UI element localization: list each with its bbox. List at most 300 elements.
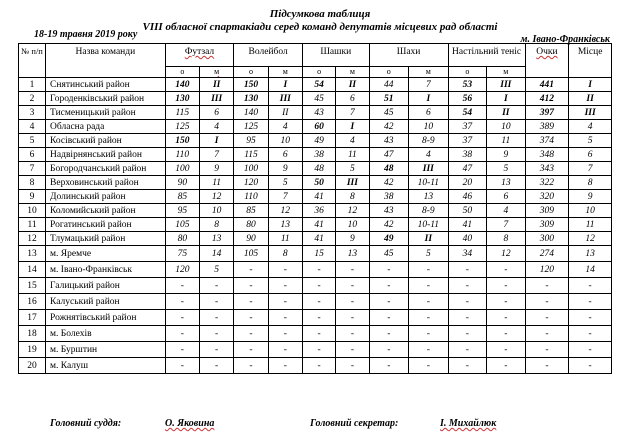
chess-place: - xyxy=(409,262,449,278)
futsal-place: І xyxy=(199,134,233,148)
futsal-place: - xyxy=(199,278,233,294)
team-name: Тлумацький район xyxy=(46,232,166,246)
page-title: Підсумкова таблиця xyxy=(269,8,371,20)
table-row xyxy=(19,358,612,374)
total-points: 320 xyxy=(525,190,569,204)
volleyball-place: ІІ xyxy=(268,106,302,120)
volleyball-points: 130 xyxy=(234,92,268,106)
chess-place: - xyxy=(409,358,449,374)
futsal-place: 12 xyxy=(199,190,233,204)
table-row xyxy=(19,218,612,232)
checkers-points: - xyxy=(302,278,335,294)
chess-place: 5 xyxy=(409,246,449,262)
final-place: 7 xyxy=(569,162,612,176)
judge-name-text: О. Яковина xyxy=(165,418,215,429)
futsal-place: - xyxy=(199,342,233,358)
chess-points: - xyxy=(369,262,409,278)
chess-points: - xyxy=(369,326,409,342)
table-row xyxy=(19,278,612,294)
total-points: 322 xyxy=(525,176,569,190)
futsal-sub-o: о xyxy=(165,67,199,78)
col-futsal-header xyxy=(165,44,234,67)
row-number: 12 xyxy=(19,232,46,246)
volleyball-place: 12 xyxy=(268,204,302,218)
futsal-points: - xyxy=(165,294,199,310)
futsal-place: 9 xyxy=(199,162,233,176)
final-place: 6 xyxy=(569,148,612,162)
tennis-place: 11 xyxy=(487,134,525,148)
chess-points: 38 xyxy=(369,190,409,204)
event-date: 18-19 травня 2019 року xyxy=(34,29,138,40)
futsal-points: 90 xyxy=(165,176,199,190)
chess-points: 42 xyxy=(369,120,409,134)
col-tennis-header: Настільний теніс xyxy=(448,44,525,67)
row-number: 2 xyxy=(19,92,46,106)
volleyball-points: - xyxy=(234,310,268,326)
tennis-place: - xyxy=(487,294,525,310)
volleyball-place: 5 xyxy=(268,176,302,190)
volleyball-points: 150 xyxy=(234,78,268,92)
chess-place: 8-9 xyxy=(409,204,449,218)
row-number: 3 xyxy=(19,106,46,120)
row-number: 1 xyxy=(19,78,46,92)
chess-place: 13 xyxy=(409,190,449,204)
checkers-place: - xyxy=(336,294,369,310)
team-name: м. Яремче xyxy=(46,246,166,262)
futsal-place: 5 xyxy=(199,262,233,278)
volleyball-points: - xyxy=(234,278,268,294)
tennis-points: 56 xyxy=(448,92,486,106)
secretary-name xyxy=(440,418,496,429)
futsal-points: 75 xyxy=(165,246,199,262)
tennis-points: 41 xyxy=(448,218,486,232)
results-body xyxy=(19,78,612,374)
total-points: 412 xyxy=(525,92,569,106)
total-points: - xyxy=(525,310,569,326)
chess-place: 6 xyxy=(409,106,449,120)
col-futsal-label: Футзал xyxy=(184,47,215,57)
futsal-points: 140 xyxy=(165,78,199,92)
team-name: Надвірнянський район xyxy=(46,148,166,162)
final-place: ІІ xyxy=(569,92,612,106)
final-place: 9 xyxy=(569,190,612,204)
tennis-place: 6 xyxy=(487,190,525,204)
chess-place: 10-11 xyxy=(409,218,449,232)
futsal-place: - xyxy=(199,358,233,374)
tennis-place: 7 xyxy=(487,218,525,232)
event-city: м. Івано-Франківськ xyxy=(520,34,610,45)
tennis-place: 12 xyxy=(487,246,525,262)
total-points: 309 xyxy=(525,204,569,218)
secretary-name-text: І. Михайлюк xyxy=(440,418,497,429)
row-number: 11 xyxy=(19,218,46,232)
table-row xyxy=(19,148,612,162)
volleyball-points: - xyxy=(234,342,268,358)
row-number: 7 xyxy=(19,162,46,176)
chess-place: 7 xyxy=(409,78,449,92)
final-place: 11 xyxy=(569,218,612,232)
total-points: 274 xyxy=(525,246,569,262)
checkers-place: 5 xyxy=(336,162,369,176)
tennis-place: 4 xyxy=(487,204,525,218)
futsal-points: 125 xyxy=(165,120,199,134)
tennis-points: - xyxy=(448,310,486,326)
checkers-place: 12 xyxy=(336,204,369,218)
futsal-place: - xyxy=(199,294,233,310)
team-name: м. Болехів xyxy=(46,326,166,342)
row-number: 6 xyxy=(19,148,46,162)
row-number: 17 xyxy=(19,310,46,326)
judge-name xyxy=(165,418,214,429)
team-name: Калуський район xyxy=(46,294,166,310)
checkers-place: 13 xyxy=(336,246,369,262)
volleyball-place: 8 xyxy=(268,246,302,262)
futsal-place: 8 xyxy=(199,218,233,232)
team-name: Снятинський район xyxy=(46,78,166,92)
checkers-points: 48 xyxy=(302,162,335,176)
chess-sub-o: о xyxy=(369,67,409,78)
chess-sub-m: м xyxy=(409,67,449,78)
checkers-place: - xyxy=(336,342,369,358)
checkers-place: 11 xyxy=(336,148,369,162)
futsal-points: 120 xyxy=(165,262,199,278)
tennis-points: 38 xyxy=(448,148,486,162)
table-row xyxy=(19,232,612,246)
col-volleyball-header: Волейбол xyxy=(234,44,303,67)
table-row xyxy=(19,326,612,342)
tennis-points: - xyxy=(448,326,486,342)
tennis-place: - xyxy=(487,358,525,374)
volleyball-place: ІІІ xyxy=(268,92,302,106)
col-points-label: Очки xyxy=(536,47,558,57)
col-team-header: Назва команди xyxy=(46,44,166,78)
tennis-points: 46 xyxy=(448,190,486,204)
results-table xyxy=(18,43,612,374)
chess-points: - xyxy=(369,310,409,326)
tennis-points: 50 xyxy=(448,204,486,218)
team-name: Тисменицький район xyxy=(46,106,166,120)
checkers-place: ІІІ xyxy=(336,176,369,190)
futsal-points: - xyxy=(165,358,199,374)
volleyball-sub-o: о xyxy=(234,67,268,78)
team-name: Косівський район xyxy=(46,134,166,148)
final-place: 8 xyxy=(569,176,612,190)
volleyball-points: 120 xyxy=(234,176,268,190)
final-place: 4 xyxy=(569,120,612,134)
futsal-points: 110 xyxy=(165,148,199,162)
futsal-points: 115 xyxy=(165,106,199,120)
volleyball-place: - xyxy=(268,310,302,326)
futsal-points: 80 xyxy=(165,232,199,246)
futsal-points: - xyxy=(165,342,199,358)
final-place: ІІІ xyxy=(569,106,612,120)
chess-points: 45 xyxy=(369,246,409,262)
volleyball-points: 80 xyxy=(234,218,268,232)
futsal-place: 4 xyxy=(199,120,233,134)
total-points: - xyxy=(525,358,569,374)
secretary-label: Головний секретар: xyxy=(310,418,399,429)
final-place: 5 xyxy=(569,134,612,148)
col-chess-header: Шахи xyxy=(369,44,448,67)
checkers-sub-m: м xyxy=(336,67,369,78)
volleyball-sub-m: м xyxy=(268,67,302,78)
futsal-place: 10 xyxy=(199,204,233,218)
futsal-place: 13 xyxy=(199,232,233,246)
table-row xyxy=(19,262,612,278)
tennis-place: - xyxy=(487,262,525,278)
total-points: - xyxy=(525,294,569,310)
col-place-header: Місце xyxy=(569,44,612,78)
final-place: - xyxy=(569,310,612,326)
team-name: Галицький район xyxy=(46,278,166,294)
checkers-points: 43 xyxy=(302,106,335,120)
chess-points: 42 xyxy=(369,218,409,232)
futsal-sub-m xyxy=(199,67,233,78)
final-place: - xyxy=(569,342,612,358)
futsal-points: 150 xyxy=(165,134,199,148)
chess-place: 8-9 xyxy=(409,134,449,148)
checkers-points: 36 xyxy=(302,204,335,218)
tennis-place: - xyxy=(487,310,525,326)
volleyball-place: - xyxy=(268,262,302,278)
chess-points: 43 xyxy=(369,204,409,218)
team-name: Богородчанський район xyxy=(46,162,166,176)
team-name: Рогатинський район xyxy=(46,218,166,232)
team-name: Городенківський район xyxy=(46,92,166,106)
futsal-points: 85 xyxy=(165,190,199,204)
volleyball-points: - xyxy=(234,358,268,374)
volleyball-place: 9 xyxy=(268,162,302,176)
total-points: 120 xyxy=(525,262,569,278)
team-name: Рожнятівський район xyxy=(46,310,166,326)
col-points-header xyxy=(525,44,569,78)
col-num-header: № п/п xyxy=(19,44,46,78)
row-number: 13 xyxy=(19,246,46,262)
futsal-sub-m-label: м xyxy=(214,67,220,76)
checkers-place: - xyxy=(336,326,369,342)
judge-label: Головний суддя: xyxy=(50,418,122,429)
table-row xyxy=(19,78,612,92)
tennis-points: - xyxy=(448,262,486,278)
row-number: 14 xyxy=(19,262,46,278)
checkers-place: - xyxy=(336,358,369,374)
row-number: 18 xyxy=(19,326,46,342)
futsal-points: 130 xyxy=(165,92,199,106)
futsal-points: 100 xyxy=(165,162,199,176)
volleyball-points: - xyxy=(234,262,268,278)
final-place: - xyxy=(569,294,612,310)
volleyball-points: - xyxy=(234,326,268,342)
checkers-sub-o: о xyxy=(302,67,335,78)
tennis-points: 53 xyxy=(448,78,486,92)
futsal-place: 6 xyxy=(199,106,233,120)
checkers-place: - xyxy=(336,262,369,278)
volleyball-points: 95 xyxy=(234,134,268,148)
checkers-points: - xyxy=(302,326,335,342)
chess-points: 48 xyxy=(369,162,409,176)
checkers-place: ІІ xyxy=(336,78,369,92)
checkers-points: 38 xyxy=(302,148,335,162)
tennis-points: 47 xyxy=(448,162,486,176)
chess-points: 49 xyxy=(369,232,409,246)
chess-points: 42 xyxy=(369,176,409,190)
team-name: м. Бурштин xyxy=(46,342,166,358)
total-points: 441 xyxy=(525,78,569,92)
checkers-points: - xyxy=(302,358,335,374)
checkers-points: 41 xyxy=(302,218,335,232)
futsal-points: 95 xyxy=(165,204,199,218)
total-points: 343 xyxy=(525,162,569,176)
volleyball-points: 110 xyxy=(234,190,268,204)
volleyball-points: 100 xyxy=(234,162,268,176)
volleyball-points: 90 xyxy=(234,232,268,246)
row-number: 9 xyxy=(19,190,46,204)
team-name: Долинський район xyxy=(46,190,166,204)
tennis-points: - xyxy=(448,342,486,358)
chess-points: 45 xyxy=(369,106,409,120)
volleyball-place: 7 xyxy=(268,190,302,204)
checkers-points: 41 xyxy=(302,232,335,246)
volleyball-points: 115 xyxy=(234,148,268,162)
final-place: 14 xyxy=(569,262,612,278)
chess-place: - xyxy=(409,278,449,294)
chess-points: - xyxy=(369,342,409,358)
team-name: м. Івано-Франківськ xyxy=(46,262,166,278)
total-points: - xyxy=(525,326,569,342)
chess-place: - xyxy=(409,310,449,326)
tennis-points: - xyxy=(448,358,486,374)
chess-points: 51 xyxy=(369,92,409,106)
checkers-points: 41 xyxy=(302,190,335,204)
table-row xyxy=(19,204,612,218)
final-place: 10 xyxy=(569,204,612,218)
team-name: м. Калуш xyxy=(46,358,166,374)
checkers-points: 45 xyxy=(302,92,335,106)
total-points: - xyxy=(525,342,569,358)
futsal-place: - xyxy=(199,326,233,342)
checkers-points: - xyxy=(302,294,335,310)
chess-place: І xyxy=(409,92,449,106)
volleyball-points: 85 xyxy=(234,204,268,218)
table-row xyxy=(19,120,612,134)
chess-place: 4 xyxy=(409,148,449,162)
team-name: Верховинський район xyxy=(46,176,166,190)
final-place: 13 xyxy=(569,246,612,262)
table-row xyxy=(19,342,612,358)
chess-place: - xyxy=(409,294,449,310)
row-number: 16 xyxy=(19,294,46,310)
chess-place: 10-11 xyxy=(409,176,449,190)
col-checkers-header: Шашки xyxy=(302,44,369,67)
tennis-points: - xyxy=(448,294,486,310)
tennis-sub-o: о xyxy=(448,67,486,78)
tennis-place: - xyxy=(487,326,525,342)
checkers-points: - xyxy=(302,310,335,326)
tennis-points: 34 xyxy=(448,246,486,262)
tennis-points: 40 xyxy=(448,232,486,246)
volleyball-place: - xyxy=(268,294,302,310)
row-number: 10 xyxy=(19,204,46,218)
volleyball-place: - xyxy=(268,326,302,342)
checkers-place: - xyxy=(336,310,369,326)
total-points: - xyxy=(525,278,569,294)
volleyball-place: 11 xyxy=(268,232,302,246)
table-row xyxy=(19,106,612,120)
table-row xyxy=(19,246,612,262)
checkers-points: 15 xyxy=(302,246,335,262)
checkers-place: 9 xyxy=(336,232,369,246)
tennis-points: 37 xyxy=(448,120,486,134)
checkers-place: 10 xyxy=(336,218,369,232)
volleyball-place: - xyxy=(268,358,302,374)
total-points: 389 xyxy=(525,120,569,134)
table-row xyxy=(19,162,612,176)
tennis-place: - xyxy=(487,278,525,294)
futsal-place: 14 xyxy=(199,246,233,262)
page-subtitle: VIII обласної спартакіади серед команд депутатів місцевих рад області xyxy=(142,21,498,33)
volleyball-place: - xyxy=(268,278,302,294)
chess-place: ІІ xyxy=(409,232,449,246)
chess-points: 44 xyxy=(369,78,409,92)
tennis-points: 37 xyxy=(448,134,486,148)
futsal-points: - xyxy=(165,278,199,294)
futsal-place: 11 xyxy=(199,176,233,190)
tennis-place: ІІІ xyxy=(487,78,525,92)
total-points: 348 xyxy=(525,148,569,162)
table-row xyxy=(19,190,612,204)
final-place: І xyxy=(569,78,612,92)
row-number: 15 xyxy=(19,278,46,294)
futsal-place: - xyxy=(199,310,233,326)
volleyball-place: 4 xyxy=(268,120,302,134)
table-row xyxy=(19,134,612,148)
checkers-place: 6 xyxy=(336,92,369,106)
volleyball-points: 125 xyxy=(234,120,268,134)
tennis-place: 8 xyxy=(487,232,525,246)
chess-points: 43 xyxy=(369,134,409,148)
tennis-place: - xyxy=(487,342,525,358)
volleyball-place: 6 xyxy=(268,148,302,162)
futsal-place: ІІ xyxy=(199,78,233,92)
chess-points: - xyxy=(369,278,409,294)
tennis-points: 20 xyxy=(448,176,486,190)
volleyball-place: 13 xyxy=(268,218,302,232)
chess-points: - xyxy=(369,294,409,310)
tennis-place: 5 xyxy=(487,162,525,176)
volleyball-place: І xyxy=(268,78,302,92)
checkers-points: 54 xyxy=(302,78,335,92)
tennis-place: 13 xyxy=(487,176,525,190)
checkers-points: - xyxy=(302,342,335,358)
chess-points: 47 xyxy=(369,148,409,162)
tennis-place: ІІ xyxy=(487,106,525,120)
table-row xyxy=(19,310,612,326)
volleyball-points: - xyxy=(234,294,268,310)
tennis-place: І xyxy=(487,92,525,106)
checkers-place: 4 xyxy=(336,134,369,148)
total-points: 397 xyxy=(525,106,569,120)
final-place: 12 xyxy=(569,232,612,246)
total-points: 300 xyxy=(525,232,569,246)
chess-place: - xyxy=(409,342,449,358)
final-place: - xyxy=(569,358,612,374)
tennis-place: 9 xyxy=(487,148,525,162)
total-points: 374 xyxy=(525,134,569,148)
row-number: 8 xyxy=(19,176,46,190)
tennis-points: - xyxy=(448,278,486,294)
table-row xyxy=(19,294,612,310)
volleyball-place: - xyxy=(268,342,302,358)
